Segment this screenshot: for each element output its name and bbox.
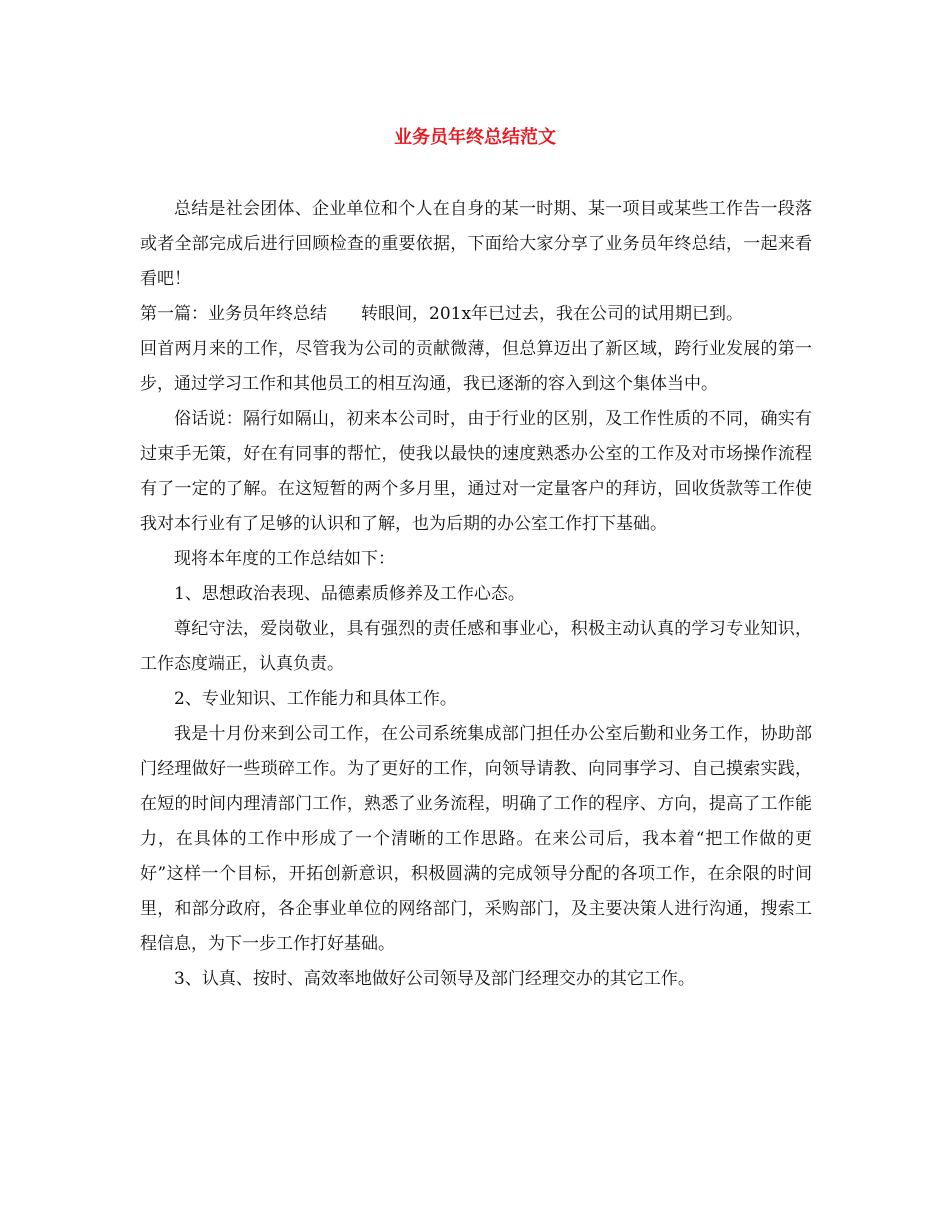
document-title: 业务员年终总结范文: [394, 127, 556, 148]
paragraph-review: 回首两月来的工作，尽管我为公司的贡献微薄，但总算迈出了新区域，跨行业发展的第一步，通过学习工作和其他员工的相互沟通，我已逐渐的容入到这个集体当中。: [140, 339, 812, 394]
item-2-text: 我是十月份来到公司工作，在公司系统集成部门担任办公室后勤和业务工作，协助部门经理做好一些琐碎工作。为了更好的工作，向领导请教、向同事学习、自己摸索实践，在短的时间内理清部门工作，熟悉了业务流程，明确了工作的程序、方向，提高了工作能力，在具体的工作中形成了一个清晰的工作思路。在来公司后，我本着“把工作做的更好”这样一个目标，开拓创新意识，积极圆满的完成领导分配的各项工作，在余限的时间里，和部分政府，各企事业单位的网络部门，采购部门，及主要决策人进行沟通，搜索工程信息，为下一步工作打好基础。: [140, 724, 812, 954]
intro-paragraph: 总结是社会团体、企业单位和个人在自身的某一时期、某一项目或某些工作告一段落或者全部完成后进行回顾检查的重要依据，下面给大家分享了业务员年终总结，一起来看看吧！: [140, 199, 812, 289]
item-1-heading: 1、思想政治表现、品德素质修养及工作心态。: [174, 584, 525, 604]
item-3-heading: 3、认真、按时、高效率地做好公司领导及部门经理交办的其它工作。: [174, 969, 695, 989]
paragraph-summary-intro: 现将本年度的工作总结如下：: [174, 549, 395, 569]
section-heading: 第一篇：业务员年终总结: [140, 304, 327, 324]
section-lead: 转眼间，201x年已过去，我在公司的试用期已到。: [361, 304, 744, 324]
document-body: [140, 192, 812, 997]
section-line: [140, 297, 812, 332]
item-1-text: 尊纪守法，爱岗敬业，具有强烈的责任感和事业心，积极主动认真的学习专业知识，工作态度端正，认真负责。: [140, 619, 812, 674]
item-2-heading: 2、专业知识、工作能力和具体工作。: [174, 689, 457, 709]
paragraph-proverb: 俗话说：隔行如隔山，初来本公司时，由于行业的区别，及工作性质的不同，确实有过束手无策，好在有同事的帮忙，使我以最快的速度熟悉办公室的工作及对市场操作流程有了一定的了解。在这短暂的两个多月里，通过对一定量客户的拜访，回收货款等工作使我对本行业有了足够的认识和了解，也为后期的办公室工作打下基础。: [140, 409, 812, 534]
